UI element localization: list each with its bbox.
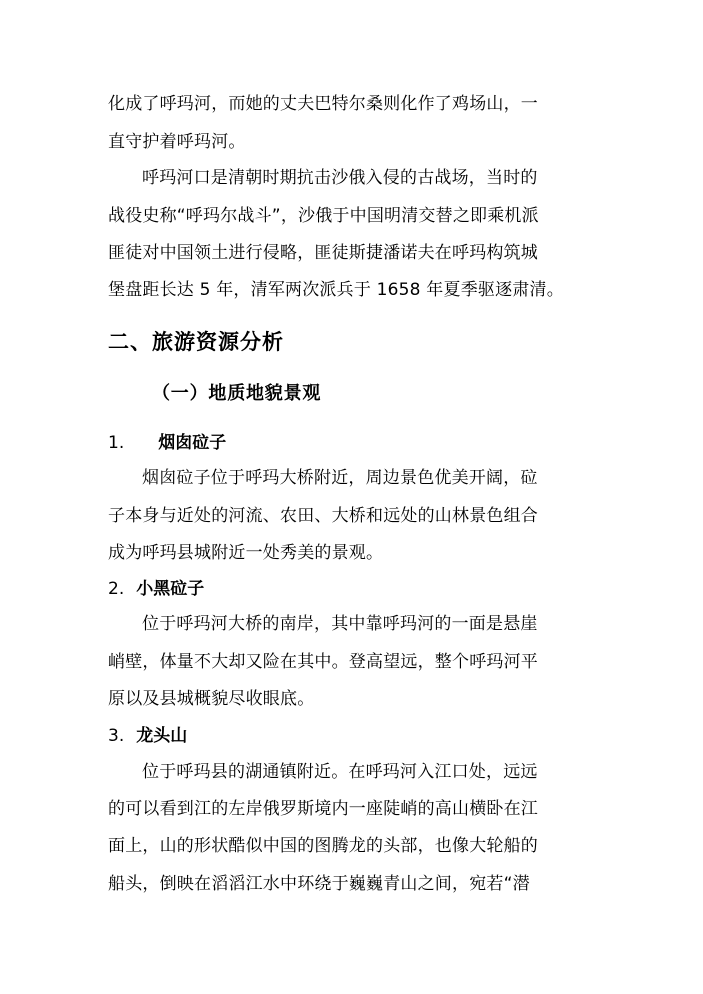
subsection-heading: （一）地质地貌景观: [152, 383, 322, 404]
item-heading: [108, 724, 187, 748]
paragraph-line: 原以及县城概貌尽收眼底。: [108, 689, 315, 709]
paragraph-line: 直守护着呼玛河。: [108, 132, 246, 152]
paragraph-line: 面上，山的形状酷似中国的图腾龙的头部，也像大轮船的: [108, 836, 538, 856]
paragraph-line: 战役史称“呼玛尔战斗”，沙俄于中国明清交替之即乘机派: [108, 206, 539, 226]
paragraph-line: 峭壁，体量不大却又险在其中。登高望远，整个呼玛河平: [108, 652, 538, 672]
paragraph-line: 位于呼玛县的湖通镇附近。在呼玛河入江口处，远远: [142, 762, 538, 782]
item-title: 龙头山: [136, 726, 188, 746]
paragraph-line: 的可以看到江的左岸俄罗斯境内一座陡峭的高山横卧在江: [108, 799, 538, 819]
item-number: 3.: [108, 726, 125, 746]
paragraph-line: 呼玛河口是清朝时期抗击沙俄入侵的古战场，当时的: [142, 168, 538, 188]
section-heading: 二、旅游资源分析: [108, 330, 284, 354]
item-number: 1.: [108, 433, 125, 453]
paragraph-line: 烟囱砬子位于呼玛大桥附近，周边景色优美开阔，砬: [142, 468, 538, 488]
paragraph-line: 匪徒对中国领土进行侵略，匪徒斯捷潘诺夫在呼玛构筑城: [108, 243, 538, 263]
paragraph-line: 成为呼玛县城附近一处秀美的景观。: [108, 543, 384, 563]
paragraph-line: 子本身与近处的河流、农田、大桥和远处的山林景色组合: [108, 506, 538, 526]
paragraph-line: 化成了呼玛河，而她的丈夫巴特尔桑则化作了鸡场山，一: [108, 94, 538, 114]
item-heading: [108, 577, 204, 601]
item-title: 小黑砬子: [136, 579, 205, 599]
paragraph-line: 堡盘距长达 5 年，清军两次派兵于 1658 年夏季驱逐肃清。: [108, 280, 564, 300]
item-heading: [108, 431, 226, 455]
paragraph-line: 位于呼玛河大桥的南岸，其中靠呼玛河的一面是悬崖: [142, 614, 538, 634]
paragraph-line: 船头，倒映在滔滔江水中环绕于巍巍青山之间，宛若“潜: [108, 874, 530, 894]
item-title: 烟囱砬子: [158, 433, 227, 453]
item-number: 2.: [108, 579, 125, 599]
